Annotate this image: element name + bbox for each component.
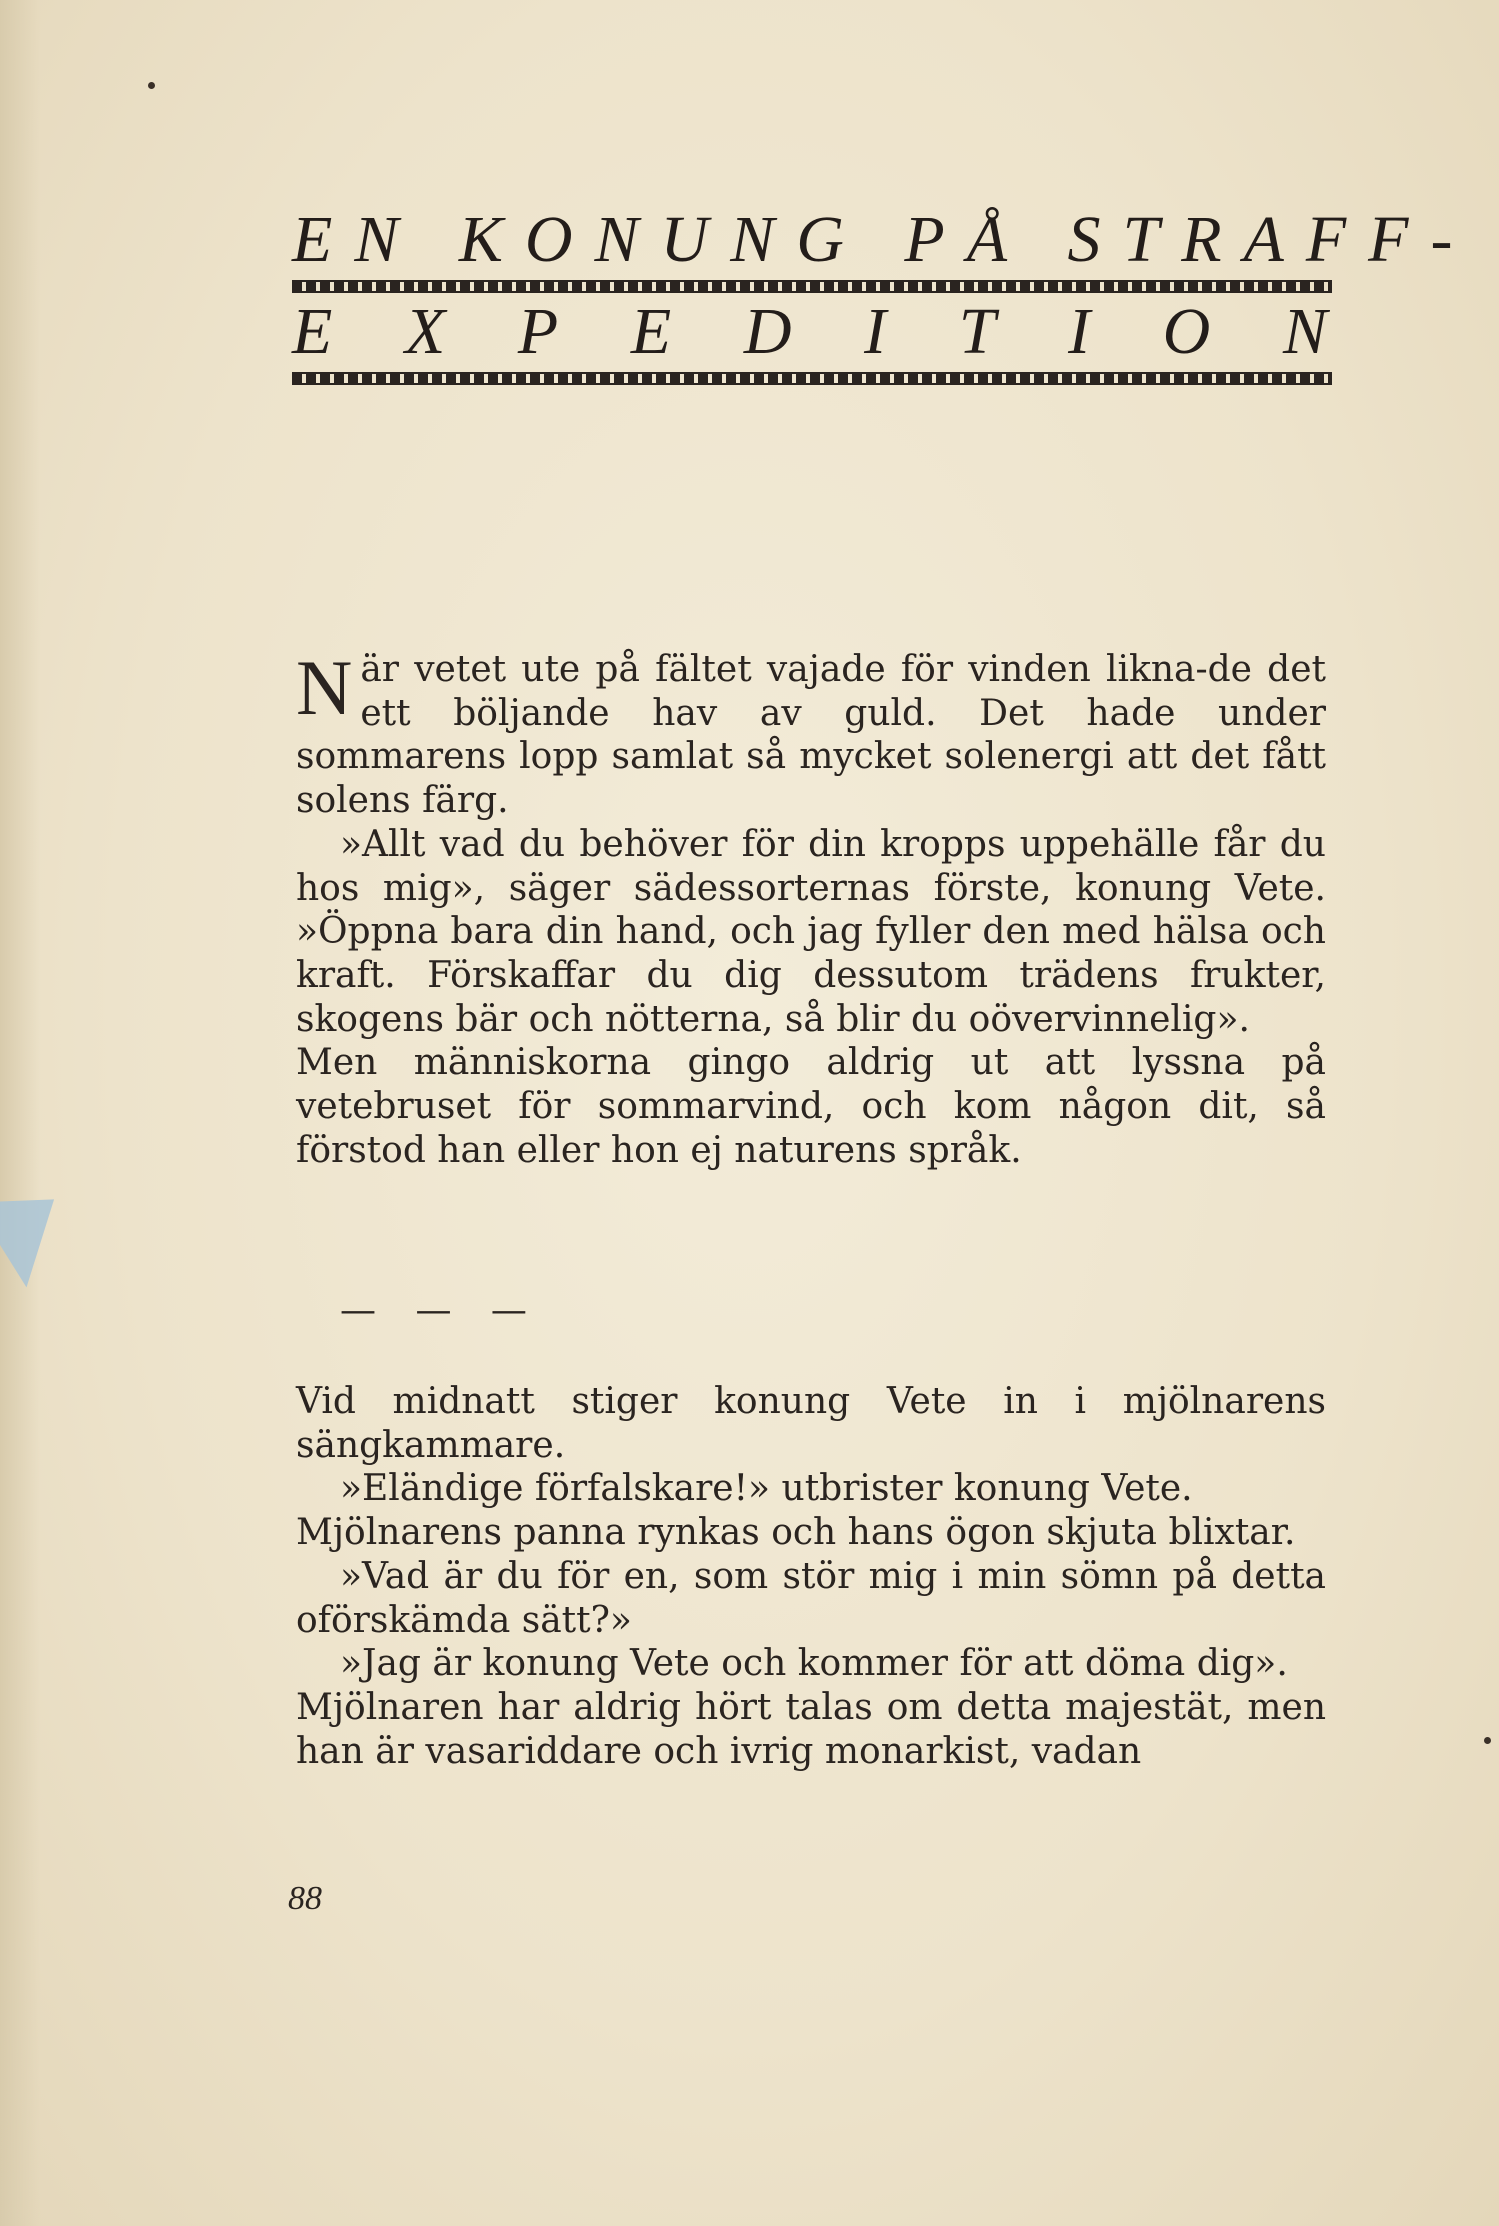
- paper-speck: [1484, 1737, 1491, 1744]
- spine-shadow: [0, 0, 40, 2226]
- section-break: — — —: [340, 1290, 541, 1331]
- paragraph: Men människorna gingo aldrig ut att lyssna på vetebruset för sommarvind, och kom någon dit, så förstod han eller hon ej naturens språk.: [296, 1042, 1326, 1171]
- paragraph: [296, 644, 1326, 823]
- title-rule-top: [292, 280, 1332, 293]
- title-letter: I: [864, 295, 887, 368]
- title-letter: D: [743, 295, 792, 368]
- title-letter: E: [630, 295, 672, 368]
- page-number: 88: [288, 1880, 322, 1917]
- title-rule-bottom: [292, 372, 1332, 385]
- title-line-2: [292, 297, 1327, 367]
- body-section-1: [296, 644, 1326, 1172]
- paragraph: »Eländige förfalskare!» utbrister konung Vete.: [340, 1468, 1193, 1510]
- title-letter: N: [1282, 295, 1327, 368]
- title-letter: I: [1068, 295, 1091, 368]
- paragraph: Vid midnatt stiger konung Vete in i mjölnarens sängkammare.: [296, 1381, 1326, 1466]
- title-letter: T: [958, 295, 996, 368]
- body-section-2: [296, 1380, 1326, 1773]
- paragraph-text: är vetet ute på fältet vajade för vinden likna-de det ett böljande hav av guld. Det hade under sommarens lopp samlat så mycket solenergi att det fått solens färg.: [296, 649, 1326, 822]
- drop-cap: N: [296, 644, 353, 731]
- paragraph: »Jag är konung Vete och kommer för att döma dig».: [340, 1643, 1288, 1685]
- paragraph: Mjölnaren har aldrig hört talas om detta majestät, men han är vasariddare och ivrig monarkist, vadan: [296, 1686, 1326, 1772]
- title-line-1: EN KONUNG PÅ STRAFF-: [292, 203, 1475, 276]
- title-letter: O: [1162, 295, 1211, 368]
- paragraph: »Allt vad du behöver för din kropps uppehälle får du hos mig», säger sädessorternas förste, konung Vete. »Öppna bara din hand, och jag fyller den med hälsa och kraft. Förskaffar du dig dessutom trädens frukter, skogens bär och nötterna, så blir du oövervinnelig».: [296, 823, 1326, 1040]
- title-letter: E: [292, 295, 333, 368]
- chapter-title: [292, 203, 1475, 388]
- paragraph: »Vad är du för en, som stör mig i min sömn på detta oförskämda sätt?»: [296, 1555, 1326, 1641]
- paragraph: Mjölnarens panna rynkas och hans ögon skjuta blixtar.: [296, 1512, 1296, 1554]
- title-letter: P: [517, 295, 559, 368]
- title-letter: X: [404, 295, 446, 368]
- paper-speck: [148, 82, 155, 89]
